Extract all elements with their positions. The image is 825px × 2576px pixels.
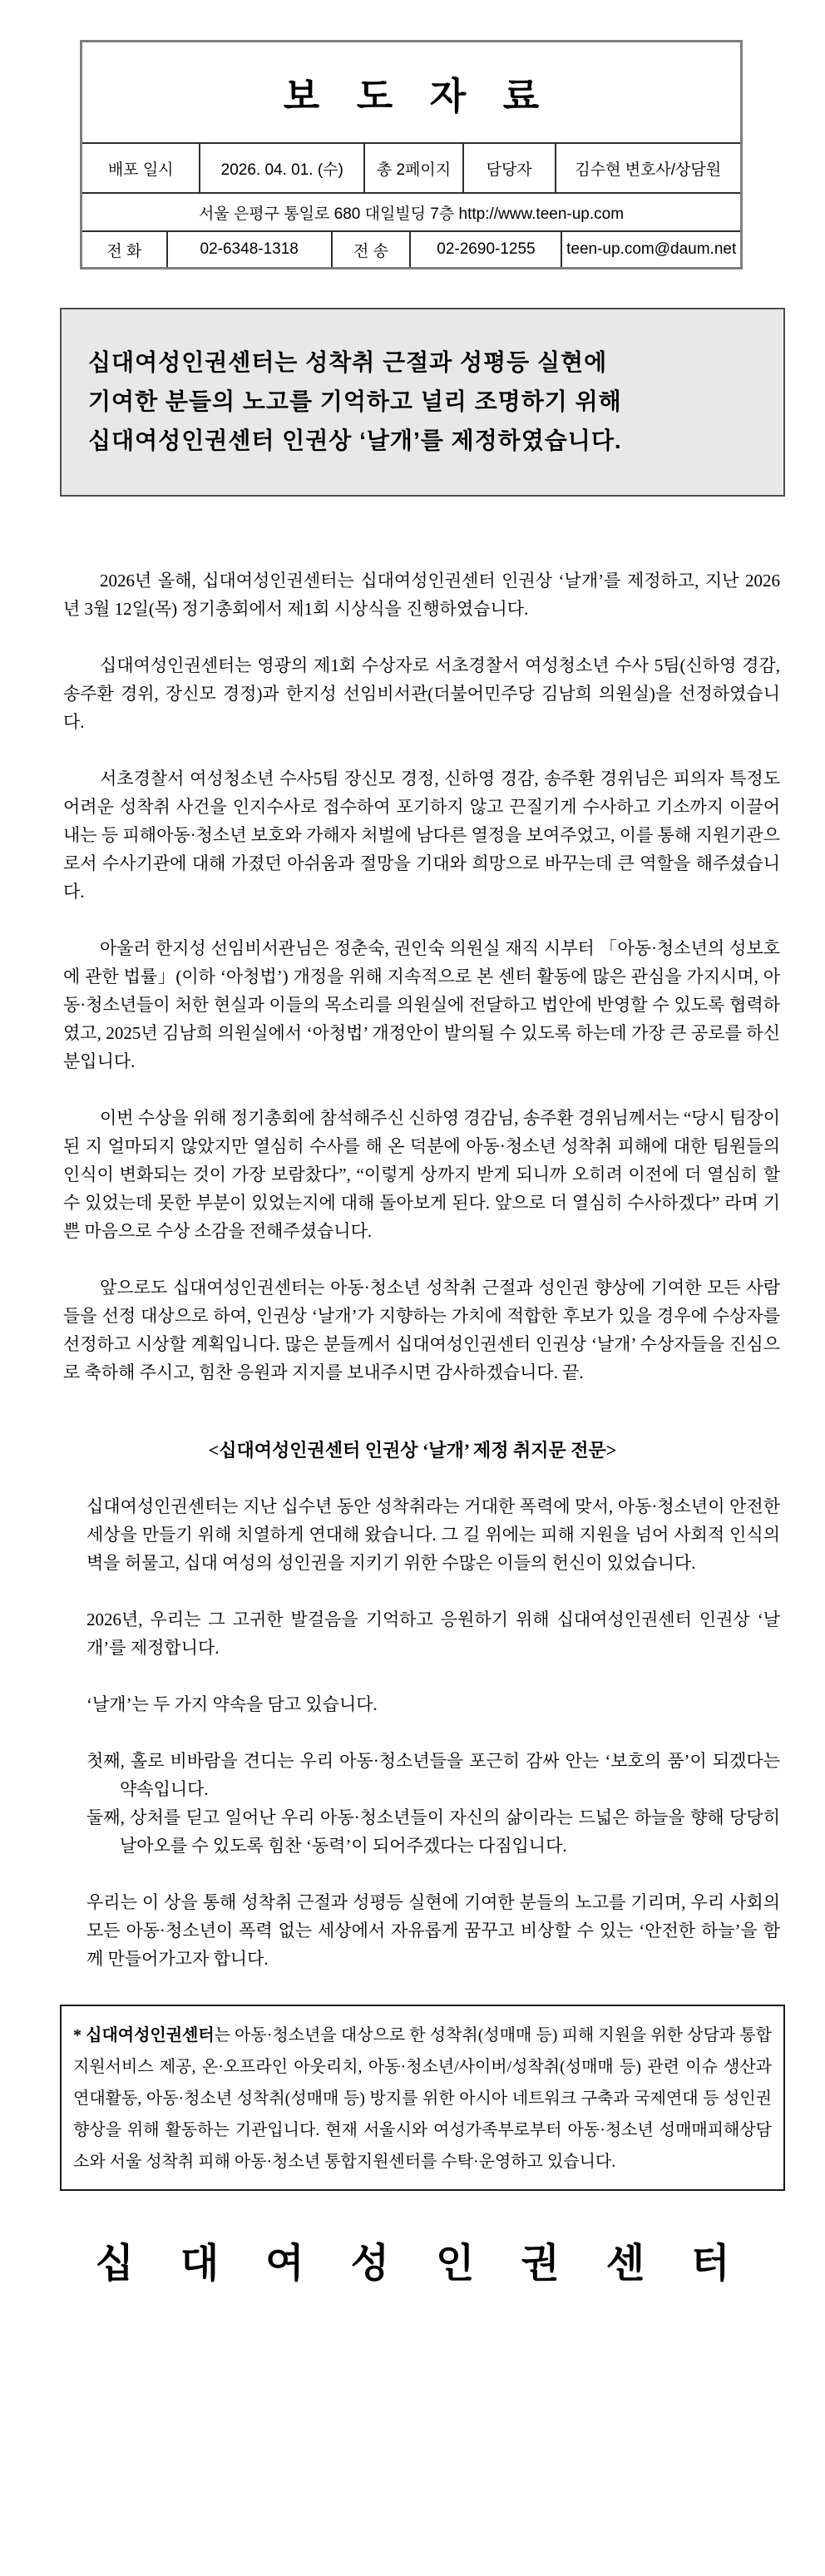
email-value: teen-up.com@daum.net [566, 240, 737, 258]
contact-value: 김수현 변호사/상담원 [575, 161, 722, 179]
press-title: 보 도 자 료 [82, 42, 740, 144]
statement-section [0, 1492, 825, 1973]
press-body [0, 497, 825, 1387]
address-line: 서울 은평구 통일로 680 대일빌딩 7층 http://www.teen-up.com [82, 192, 740, 230]
highlight-line: 십대여성인권센터는 성착취 근절과 성평등 실현에 [88, 349, 608, 375]
body-paragraph: 이번 수상을 위해 정기총회에 참석해주신 신하영 경감님, 송주환 경위님께서는 “당시 팀장이 된 지 얼마되지 않았지만 열심히 수사를 해 온 덕분에 아동·청소년 성착취 피해에 대한 팀원들의 인식이 변화되는 것이 가장 보람찼다”, “이렇게 상까지 받게 되니까 오히려 이전에 더 열심히 할 수 있었는데 못한 부분이 있었는지에 대해 돌아보게 된다. 앞으로 더 열심히 수사하겠다” 라며 기쁜 마음으로 수상 소감을 전해주셨습니다. [63, 1108, 780, 1241]
statement-promise-first: 첫째, 홀로 비바람을 견디는 우리 아동·청소년들을 포근히 감싸 안는 ‘보호의 품’이 되겠다는 약속입니다. [86, 1751, 780, 1799]
phone-info-row [82, 230, 740, 267]
statement-paragraph: 2026년, 우리는 그 고귀한 발걸음을 기억하고 응원하기 위해 십대여성인권센터 인권상 ‘날개’를 제정합니다. [86, 1609, 780, 1658]
highlight-line: 십대여성인권센터 인권상 ‘날개’를 제정하였습니다. [88, 428, 622, 453]
contact-label: 담당자 [464, 144, 556, 192]
statement-paragraph: 우리는 이 상을 통해 성착취 근절과 성평등 실현에 기여한 분들의 노고를 기리며, 우리 사회의 모든 아동·청소년이 폭력 없는 세상에서 자유롭게 꿈꾸고 비상할 수 있는 ‘안전한 하늘’을 함께 만들어가고자 합니다. [86, 1892, 780, 1969]
highlight-line: 기여한 분들의 노고를 기억하고 널리 조명하기 위해 [88, 388, 622, 414]
dispatch-info-row [82, 144, 740, 192]
summary-highlight-box [60, 308, 785, 497]
org-logo-text: 십 대 여 성 인 권 센 터 [95, 2242, 748, 2286]
page-count: 총 2페이지 [365, 144, 464, 192]
dispatch-date-label: 배포 일시 [82, 144, 200, 192]
press-header-box [80, 40, 743, 269]
body-paragraph: 아울러 한지성 선임비서관님은 정춘숙, 권인숙 의원실 재직 시부터 「아동·청소년의 성보호에 관한 법률」(이하 ‘아청법’) 개정을 위해 지속적으로 본 센터 활동에 많은 관심을 가지시며, 아동·청소년들이 처한 현실과 이들의 목소리를 의원실에 전달하고 법안에 반영할 수 있도록 협력하였고, 2025년 김남희 의원실에서 ‘아청법’ 개정안이 발의될 수 있도록 하는데 가장 큰 공로를 하신 분입니다. [63, 938, 780, 1071]
phone-label: 전 화 [82, 232, 168, 267]
org-note-box [60, 2005, 785, 2191]
dispatch-date-value: 2026. 04. 01. (수) [200, 144, 365, 192]
fax-label: 전 송 [333, 232, 412, 267]
statement-heading: <십대여성인권센터 인권상 ‘날개’ 제정 취지문 전문> [208, 1440, 617, 1461]
body-paragraph: 서초경찰서 여성청소년 수사5팀 장신모 경정, 신하영 경감, 송주환 경위님은 피의자 특정도 어려운 성착취 사건을 인지수사로 접수하여 포기하지 않고 끈질기게 수사하고 기소까지 이끌어내는 등 피해아동·청소년 보호와 가해자 처벌에 남다른 열정을 보여주었고, 이를 통해 지원기관으로서 수사기관에 대해 가졌던 아쉬움과 절망을 기대와 희망으로 바꾸는데 큰 역할을 해주셨습니다. [63, 769, 780, 902]
phone-value: 02-6348-1318 [168, 232, 333, 267]
fax-value: 02-2690-1255 [411, 232, 562, 267]
statement-promise-second: 둘째, 상처를 딛고 일어난 우리 아동·청소년들이 자신의 삶이라는 드넓은 하늘을 향해 당당히 날아오를 수 있도록 힘찬 ‘동력’이 되어주겠다는 다짐입니다. [86, 1807, 780, 1856]
statement-paragraph: 십대여성인권센터는 지난 십수년 동안 성착취라는 거대한 폭력에 맞서, 아동·청소년이 안전한 세상을 만들기 위해 치열하게 연대해 왔습니다. 그 길 위에는 피해 지원을 넘어 사회적 인식의 벽을 허물고, 십대 여성의 성인권을 지키기 위한 수많은 이들의 헌신이 있었습니다. [86, 1496, 780, 1573]
statement-paragraph: ‘날개’는 두 가지 약속을 담고 있습니다. [86, 1694, 378, 1714]
body-paragraph: 앞으로도 십대여성인권센터는 아동·청소년 성착취 근절과 성인권 향상에 기여한 모든 사람들을 선정 대상으로 하여, 인권상 ‘날개’가 지향하는 가치에 적합한 후보가 있을 경우에 수상자를 선정하고 시상할 계획입니다. 많은 분들께서 십대여성인권센터 인권상 ‘날개’ 수상자들을 진심으로 축하해 주시고, 힘찬 응원과 지지를 보내주시면 감사하겠습니다. 끝. [63, 1278, 780, 1382]
body-paragraph: 십대여성인권센터는 영광의 제1회 수상자로 서초경찰서 여성청소년 수사 5팀(신하영 경감, 송주환 경위, 장신모 경정)과 한지성 선임비서관(더불어민주당 김남희 의원실)을 선정하였습니다. [63, 655, 780, 732]
org-name-bold: * 십대여성인권센터 [73, 2026, 215, 2044]
org-note-text: 는 아동·청소년을 대상으로 한 성착취(성매매 등) 피해 지원을 위한 상담과 통합지원서비스 제공, 온·오프라인 아웃리치, 아동·청소년/사이버/성착취(성매매 등) 관련 이슈 생산과 연대활동, 아동·청소년 성착취(성매매 등) 방지를 위한 아시아 네트워크 구축과 국제연대 등 성인권 향상을 위해 활동하는 기관입니다. 현재 서울시와 여성가족부로부터 아동·청소년 성매매피해상담소와 서울 성착취 피해 아동·청소년 통합지원센터를 수탁·운영하고 있습니다. [73, 2026, 772, 2171]
body-paragraph: 2026년 올해, 십대여성인권센터는 십대여성인권센터 인권상 ‘날개’를 제정하고, 지난 2026년 3월 12일(목) 정기총회에서 제1회 시상식을 진행하였습니다. [63, 571, 780, 619]
